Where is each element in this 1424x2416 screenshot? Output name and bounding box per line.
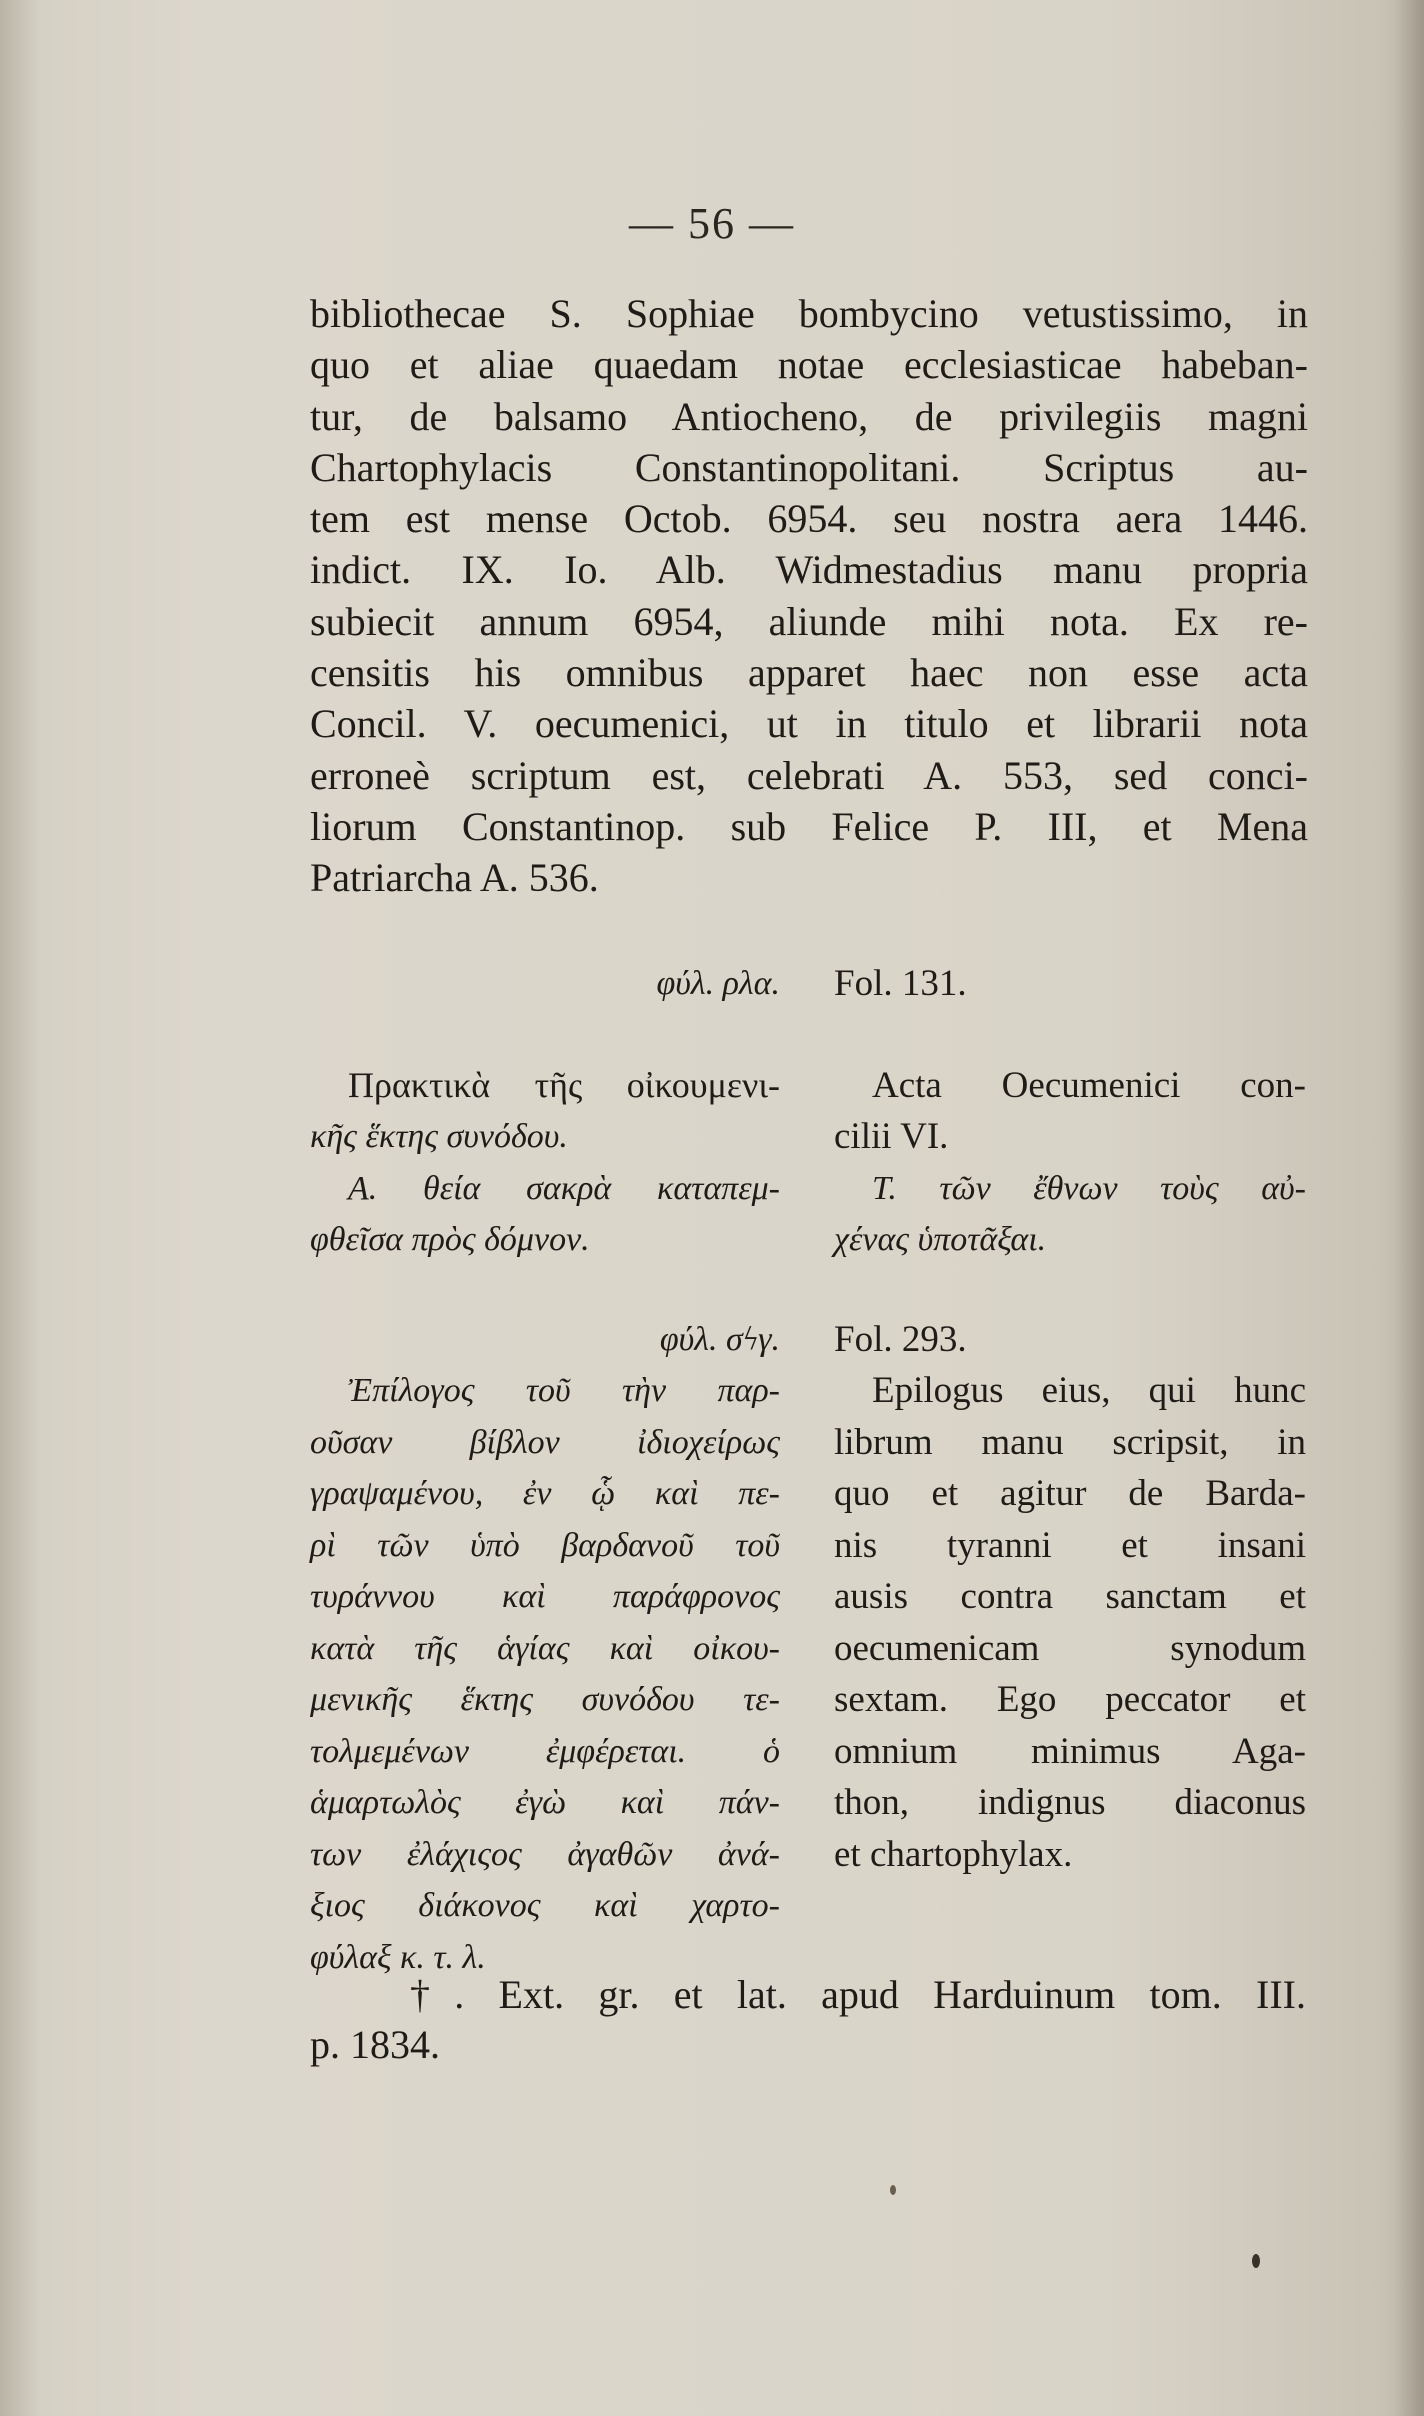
paragraph-line: liorum Constantinop. sub Felice P. III, et Mena xyxy=(310,803,1308,849)
greek-line: οῦσαν βίβλον ἰδιοχείρως xyxy=(310,1423,780,1461)
latin-line: sextam. Ego peccator et xyxy=(834,1679,1306,1720)
greek-line: γραψαμένου, ἐν ᾧ καὶ πε- xyxy=(310,1475,780,1512)
latin-folio-heading: Fol. 131. xyxy=(834,963,967,1004)
footnote xyxy=(310,1970,1306,2070)
latin-line: T. τῶν ἔθνων τοὺς αὐ- xyxy=(872,1169,1306,1207)
paragraph-line: censitis his omnibus apparet haec non esse acta xyxy=(310,650,1308,696)
greek-line: ξιος διάκονος καὶ χαρτο- xyxy=(310,1887,780,1924)
greek-line: φθεῖσα πρὸς δόμνον. xyxy=(310,1221,590,1258)
greek-line: ρὶ τῶν ὑπὸ βαρδανοῦ τοῦ xyxy=(310,1526,780,1564)
greek-line: φύλαξ κ. τ. λ. xyxy=(310,1938,486,1976)
paragraph-line: Chartophylacis Constantinopolitani. Scriptus au- xyxy=(310,444,1308,490)
latin-line: thon, indignus diaconus xyxy=(834,1782,1306,1823)
greek-line: ἁμαρτωλὸς ἐγὼ καὶ πάν- xyxy=(310,1784,780,1821)
latin-line: Acta Oecumenici con- xyxy=(872,1064,1306,1106)
latin-folio-heading: Fol. 293. xyxy=(834,1318,967,1360)
paper-speck xyxy=(1252,2254,1260,2268)
latin-line: nis tyranni et insani xyxy=(834,1524,1306,1566)
paragraph-line: Concil. V. oecumenici, ut in titulo et librarii nota xyxy=(310,701,1308,747)
greek-line: τολμεμένων ἐμφέρεται. ὁ xyxy=(310,1732,780,1770)
paragraph-line: subiecit annum 6954, aliunde mihi nota. Ex re- xyxy=(310,598,1308,644)
greek-line: Ἐπίλογος τοῦ τὴν παρ- xyxy=(348,1372,780,1409)
latin-line: ausis contra sanctam et xyxy=(834,1576,1306,1617)
paragraph-line: indict. IX. Io. Alb. Widmestadius manu propria xyxy=(310,547,1308,593)
paper-speck xyxy=(890,2185,896,2195)
greek-line: κῆς ἕκτης συνόδου. xyxy=(310,1118,568,1155)
latin-line: cilii VI. xyxy=(834,1116,949,1157)
greek-folio-heading: φύλ. ρλα. xyxy=(656,965,780,1002)
greek-line: Α. θεία σακρὰ καταπεμ- xyxy=(348,1169,780,1207)
page-number-header: — 56 — xyxy=(629,199,795,248)
greek-column xyxy=(310,958,780,1983)
greek-line: μενικῆς ἕκτης συνόδου τε- xyxy=(310,1681,780,1718)
footnote-line: †. Ext. gr. et lat. apud Harduinum tom. III. xyxy=(410,1972,1306,2017)
paragraph-line: tur, de balsamo Antiocheno, de privilegiis magni xyxy=(310,393,1308,439)
paragraph-line: Patriarcha A. 536. xyxy=(310,855,599,901)
latin-line: librum manu scripsit, in xyxy=(834,1421,1306,1463)
greek-line: κατὰ τῆς ἁγίας καὶ οἰκου- xyxy=(310,1629,780,1667)
latin-line: χένας ὑποτᾶξαι. xyxy=(834,1221,1047,1258)
greek-line: τυράννου καὶ παράφρονος xyxy=(310,1578,780,1615)
greek-folio-heading: φύλ. σϟγ. xyxy=(659,1320,780,1358)
greek-line: των ἐλάχιςος ἀγαθῶν ἀνά- xyxy=(310,1835,780,1873)
latin-line: omnium minimus Aga- xyxy=(834,1730,1306,1772)
paragraph-line: quo et aliae quaedam notae ecclesiasticae habeban- xyxy=(310,342,1308,388)
paragraph-line: tem est mense Octob. 6954. seu nostra aera 1446. xyxy=(310,496,1308,542)
main-paragraph xyxy=(310,288,1308,904)
latin-column xyxy=(834,958,1306,1880)
latin-line: oecumenicam synodum xyxy=(834,1627,1306,1669)
paragraph-line: bibliothecae S. Sophiae bombycino vetustissimo, in xyxy=(310,291,1308,336)
paragraph-line: erroneè scriptum est, celebrati A. 553, sed conci- xyxy=(310,752,1308,798)
footnote-line: p. 1834. xyxy=(310,2022,440,2067)
latin-line: et chartophylax. xyxy=(834,1833,1073,1875)
page-spine-shadow xyxy=(1394,0,1424,2416)
greek-line: Πρακτικὰ τῆς οἰκουμενι- xyxy=(348,1064,780,1105)
latin-line: Epilogus eius, qui hunc xyxy=(872,1370,1306,1411)
latin-line: quo et agitur de Barda- xyxy=(834,1473,1306,1514)
